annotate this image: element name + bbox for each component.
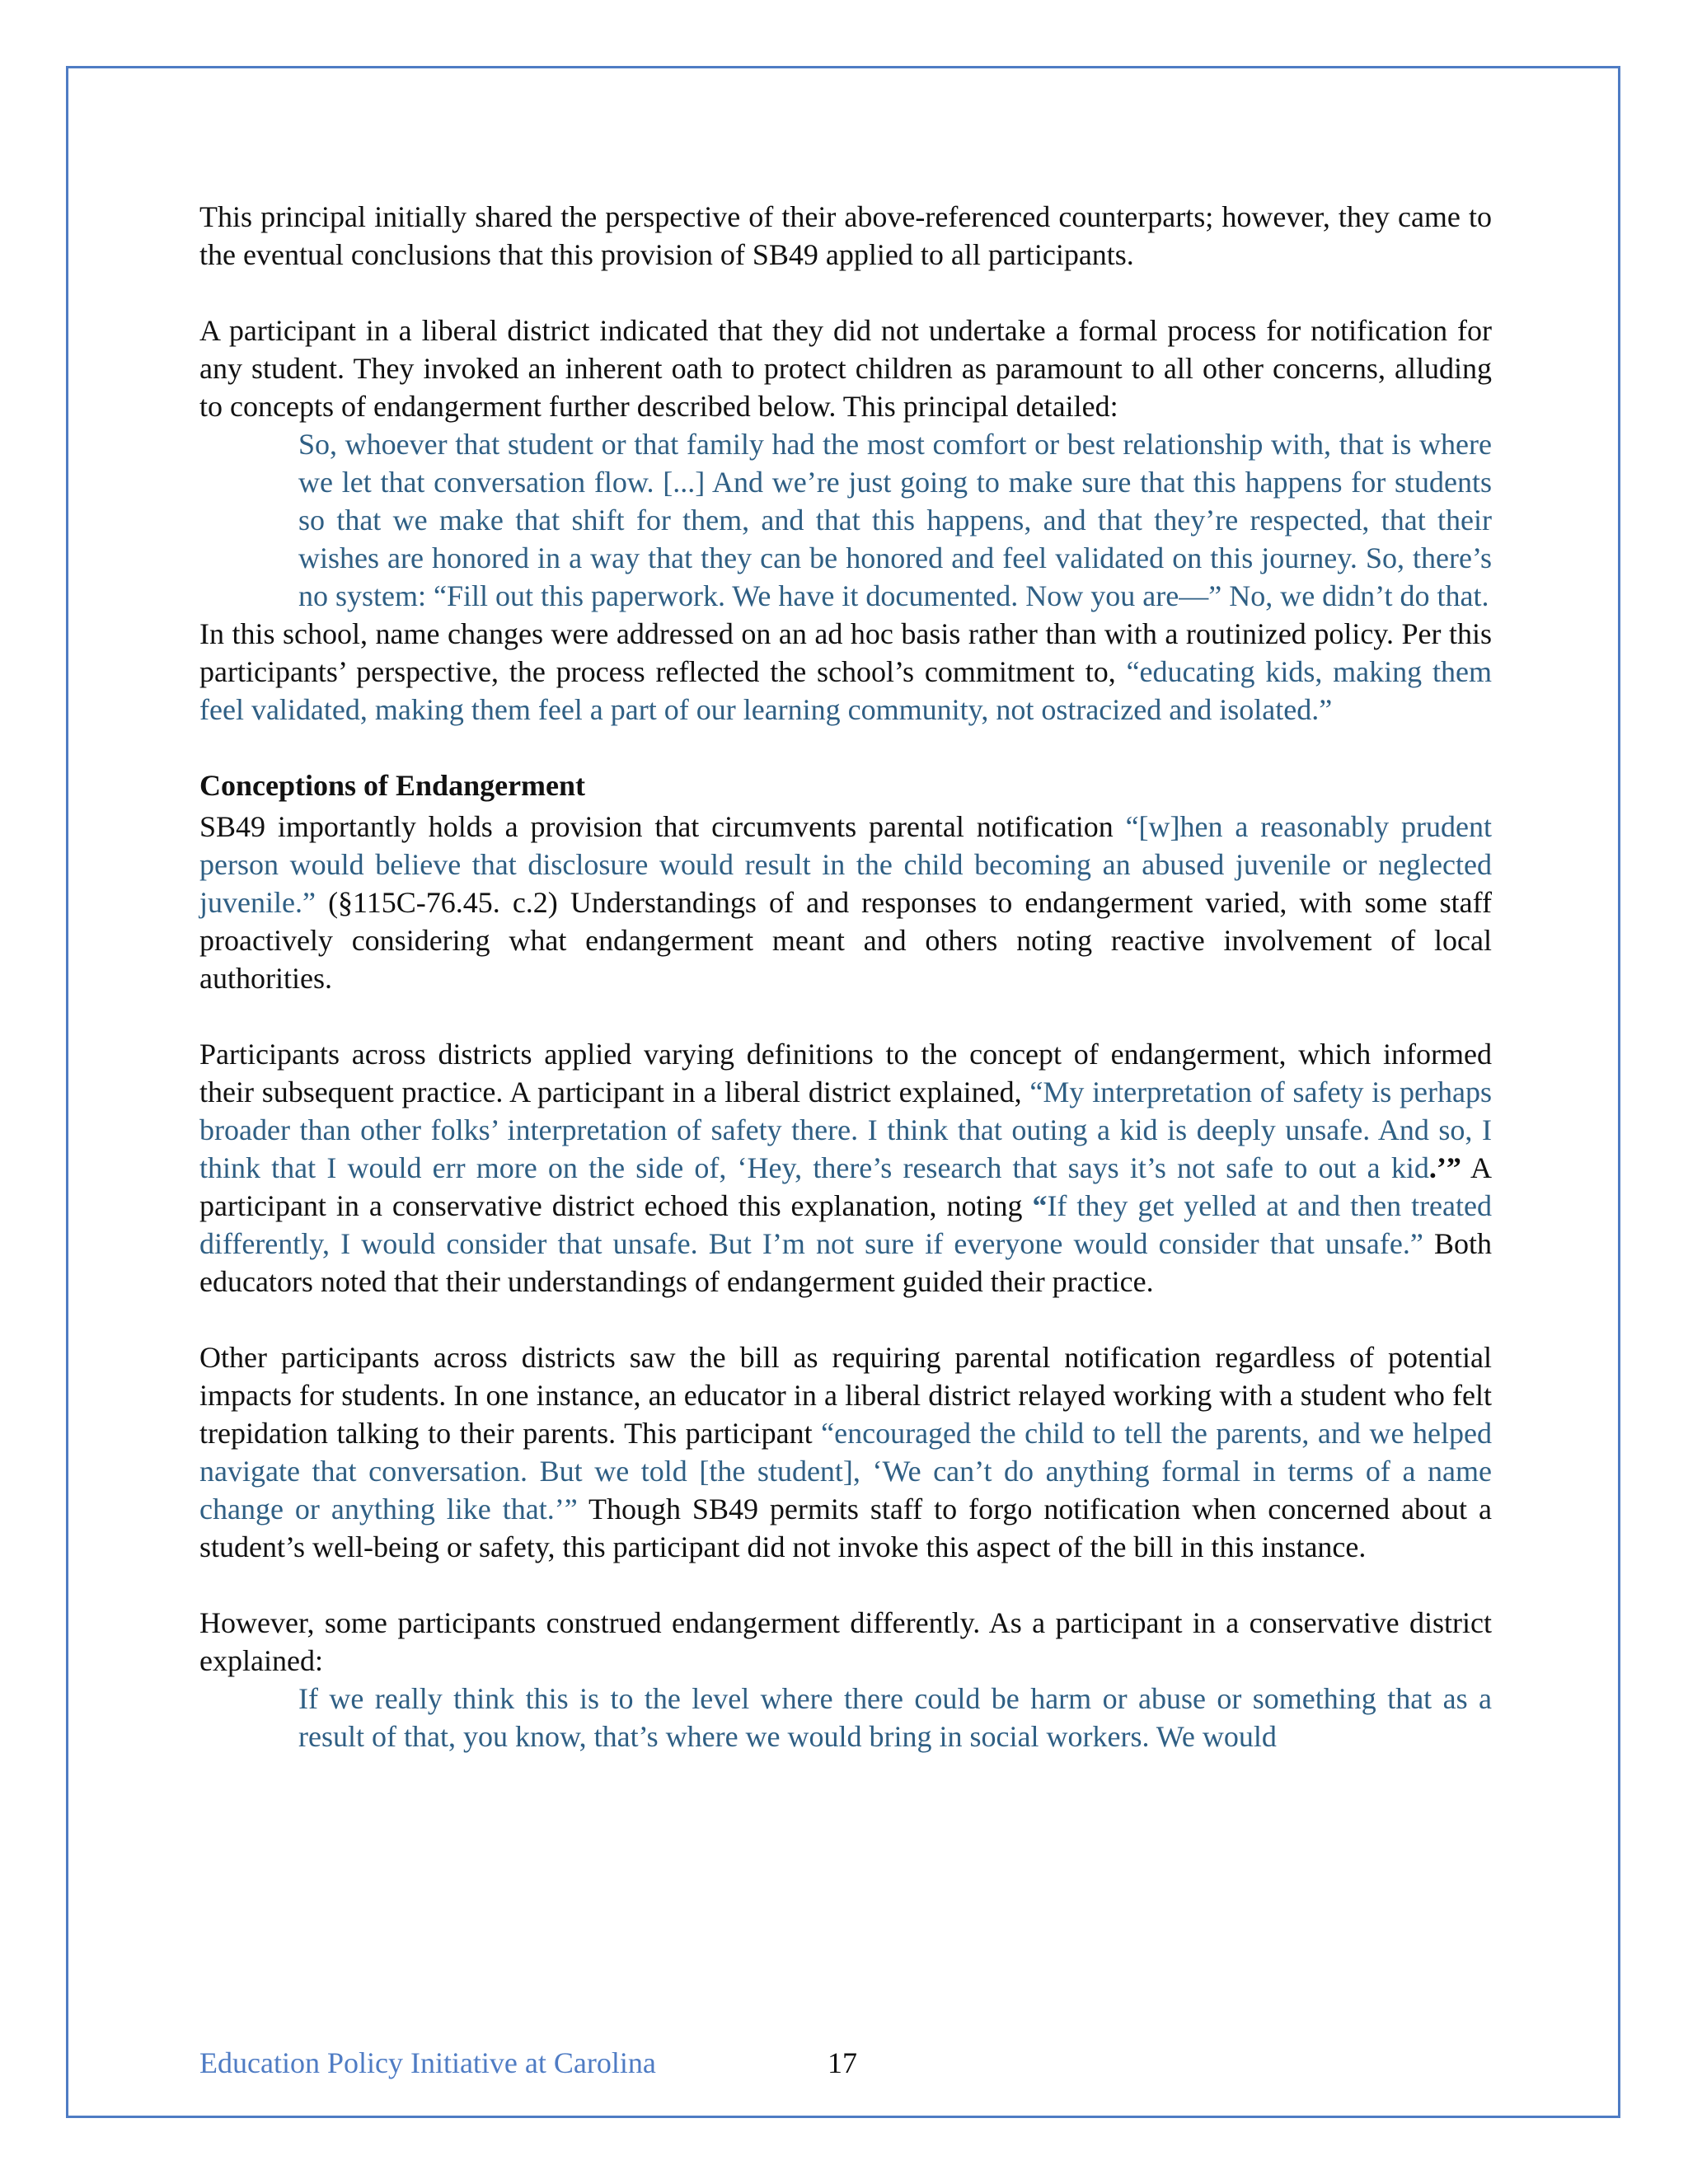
paragraph-3-text: In this school, name changes were addressed on an ad hoc basis rather than with a routinized policy. Per this participants’ perspective, the process reflected the school’s commitment to, xyxy=(199,617,1492,688)
paragraph-5-text-2: A participant in a conservative district echoed this explanation, noting xyxy=(199,1151,1493,1222)
block-quote-2: If we really think this is to the level where there could be harm or abuse or something that as a result of that, you know, that’s where we would bring in social workers. We would xyxy=(298,1682,1492,1753)
paragraph-4-text-2: (§115C-76.45. c.2) Understandings of and responses to endangerment varied, with some staff proactively considering what endangerment meant and others noting reactive involvement of local authorities. xyxy=(199,886,1492,995)
block-quote-1: So, whoever that student or that family had the most comfort or best relationship with, that is where we let that conversation flow. [...] And we’re just going to make sure that this happens for students so that we make that shift for them, and that this happens, and that they’re respected, that their wishes are honored in a way that they can be honored and feel validated on this journey. So, there’s no system: “Fill out this paperwork. We have it documented. Now you are—” No, we didn’t do that. xyxy=(298,428,1492,612)
paragraph-3 xyxy=(199,615,1492,729)
paragraph-4-text-1: SB49 importantly holds a provision that circumvents parental notification xyxy=(199,810,1126,843)
document-body xyxy=(199,198,1492,1755)
footer-organization: Education Policy Initiative at Carolina xyxy=(199,2046,656,2079)
paragraph-7: However, some participants construed endangerment differently. As a participant in a conservative district explained: xyxy=(199,1606,1492,1677)
paragraph-5-quote-1: “My interpretation of safety is perhaps broader than other folks’ interpretation of safety there. I think that outing a kid is deeply unsafe. And so, I think that I would err more on the side of, ‘Hey, there’s research that says it’s not safe to out a kid xyxy=(199,1076,1492,1184)
paragraph-5 xyxy=(199,1035,1492,1301)
paragraph-3-quote: “educating kids, making them feel validated, making them feel a part of our learning community, not ostracized and isolated.” xyxy=(199,655,1492,726)
paragraph-5-quote-1-end: .’” xyxy=(1428,1151,1461,1184)
paragraph-5-quote-2: If they get yelled at and then treated differently, I would consider that unsafe. But I’m not sure if everyone would consider that unsafe.” xyxy=(199,1189,1492,1260)
page-number: 17 xyxy=(828,2046,857,2079)
paragraph-5-text-1: Participants across districts applied varying definitions to the concept of endangerment, which informed their subsequent practice. A participant in a liberal district explained, xyxy=(199,1038,1492,1108)
paragraph-4-quote: “[w]hen a reasonably prudent person would believe that disclosure would result in the child becoming an abused juvenile or neglected juvenile.” xyxy=(199,810,1492,919)
paragraph-1: This principal initially shared the perspective of their above-referenced counterparts; however, they came to the eventual conclusions that this provision of SB49 applied to all participants. xyxy=(199,200,1492,271)
paragraph-2: A participant in a liberal district indicated that they did not undertake a formal process for notification for any student. They invoked an inherent oath to protect children as paramount to all other concerns, alluding to concepts of endangerment further described below. This principal detailed: xyxy=(199,314,1492,423)
paragraph-6-text-2: Though SB49 permits staff to forgo notification when concerned about a student’s well-being or safety, this participant did not invoke this aspect of the bill in this instance. xyxy=(199,1493,1492,1563)
paragraph-6-text-1: Other participants across districts saw the bill as requiring parental notification regardless of potential impacts for students. In one instance, an educator in a liberal district relayed working with a student who felt trepidation talking to their parents. This participant xyxy=(199,1341,1492,1450)
paragraph-6-quote: “encouraged the child to tell the parents, and we helped navigate that conversation. But we told [the student], ‘We can’t do anything formal in terms of a name change or anything like that.’” xyxy=(199,1417,1492,1526)
paragraph-5-quote-2-open: “ xyxy=(1032,1189,1048,1222)
paragraph-5-text-3: Both educators noted that their understandings of endangerment guided their practice. xyxy=(199,1227,1492,1298)
paragraph-6 xyxy=(199,1338,1492,1566)
paragraph-4 xyxy=(199,808,1492,997)
section-heading: Conceptions of Endangerment xyxy=(199,769,586,802)
